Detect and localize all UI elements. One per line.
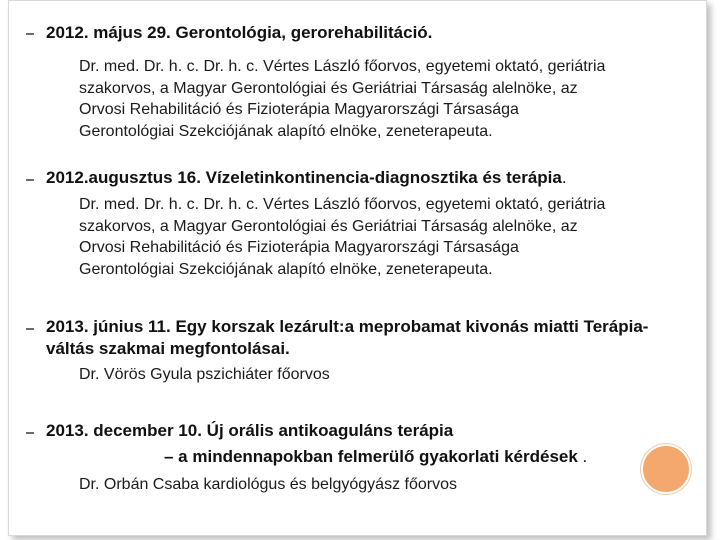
speaker-line: Orvosi Rehabilitáció és Fizioterápia Magyarországi Társasága [79, 239, 519, 256]
speaker-line: Dr. med. Dr. h. c. Dr. h. c. Vértes László főorvos, egyetemi oktató, geriátria [79, 58, 606, 75]
event-title [46, 167, 567, 189]
event-subtitle-text: – a mindennapokban felmerülő gyakorlati kérdések [164, 447, 578, 466]
speaker-line: Dr. Vörös Gyula pszichiáter főorvos [79, 366, 330, 383]
event-title-text: 2012.augusztus 16. Vízeletinkontinencia-diagnosztika és terápia [46, 168, 562, 187]
speaker-line: szakorvos, a Magyar Gerontológiai és Geriátriai Társaság alelnöke, az [79, 217, 578, 235]
speaker-line: Orvosi Rehabilitáció és Fizioterápia Magyarországi Társasága [79, 101, 519, 118]
speaker-line: szakorvos, a Magyar Gerontológiai és Geriátriai Társaság alelnöke, az [79, 79, 578, 97]
speaker-line: Gerontológiai Szekciójának alapító elnöke, zeneterapeuta. [79, 260, 493, 278]
bullet-dash [26, 432, 34, 434]
speaker-line: Dr. Orbán Csaba kardiológus és belgyógyász főorvos [79, 476, 457, 493]
event-title-continued [164, 446, 587, 468]
event-title: 2013. június 11. Egy korszak lezárult:a meprobamat kivonás miatti Terápia- [46, 317, 649, 336]
event-subtitle-suffix: . [577, 447, 588, 466]
bullet-dash [26, 33, 34, 35]
bullet-dash [26, 179, 34, 181]
event-title-suffix: . [561, 168, 567, 187]
event-title: 2012. május 29. Gerontológia, gerorehabilitáció. [46, 23, 433, 42]
event-title: 2013. december 10. Új orális antikoaguláns terápia [46, 421, 454, 440]
event-title-continued: váltás szakmai megfontolásai. [46, 339, 290, 358]
bullet-dash [26, 328, 34, 330]
speaker-line: Dr. med. Dr. h. c. Dr. h. c. Vértes László főorvos, egyetemi oktató, geriátria [79, 196, 606, 213]
speaker-line: Gerontológiai Szekciójának alapító elnöke, zeneterapeuta. [79, 122, 493, 140]
decorative-orange-circle [641, 444, 691, 494]
